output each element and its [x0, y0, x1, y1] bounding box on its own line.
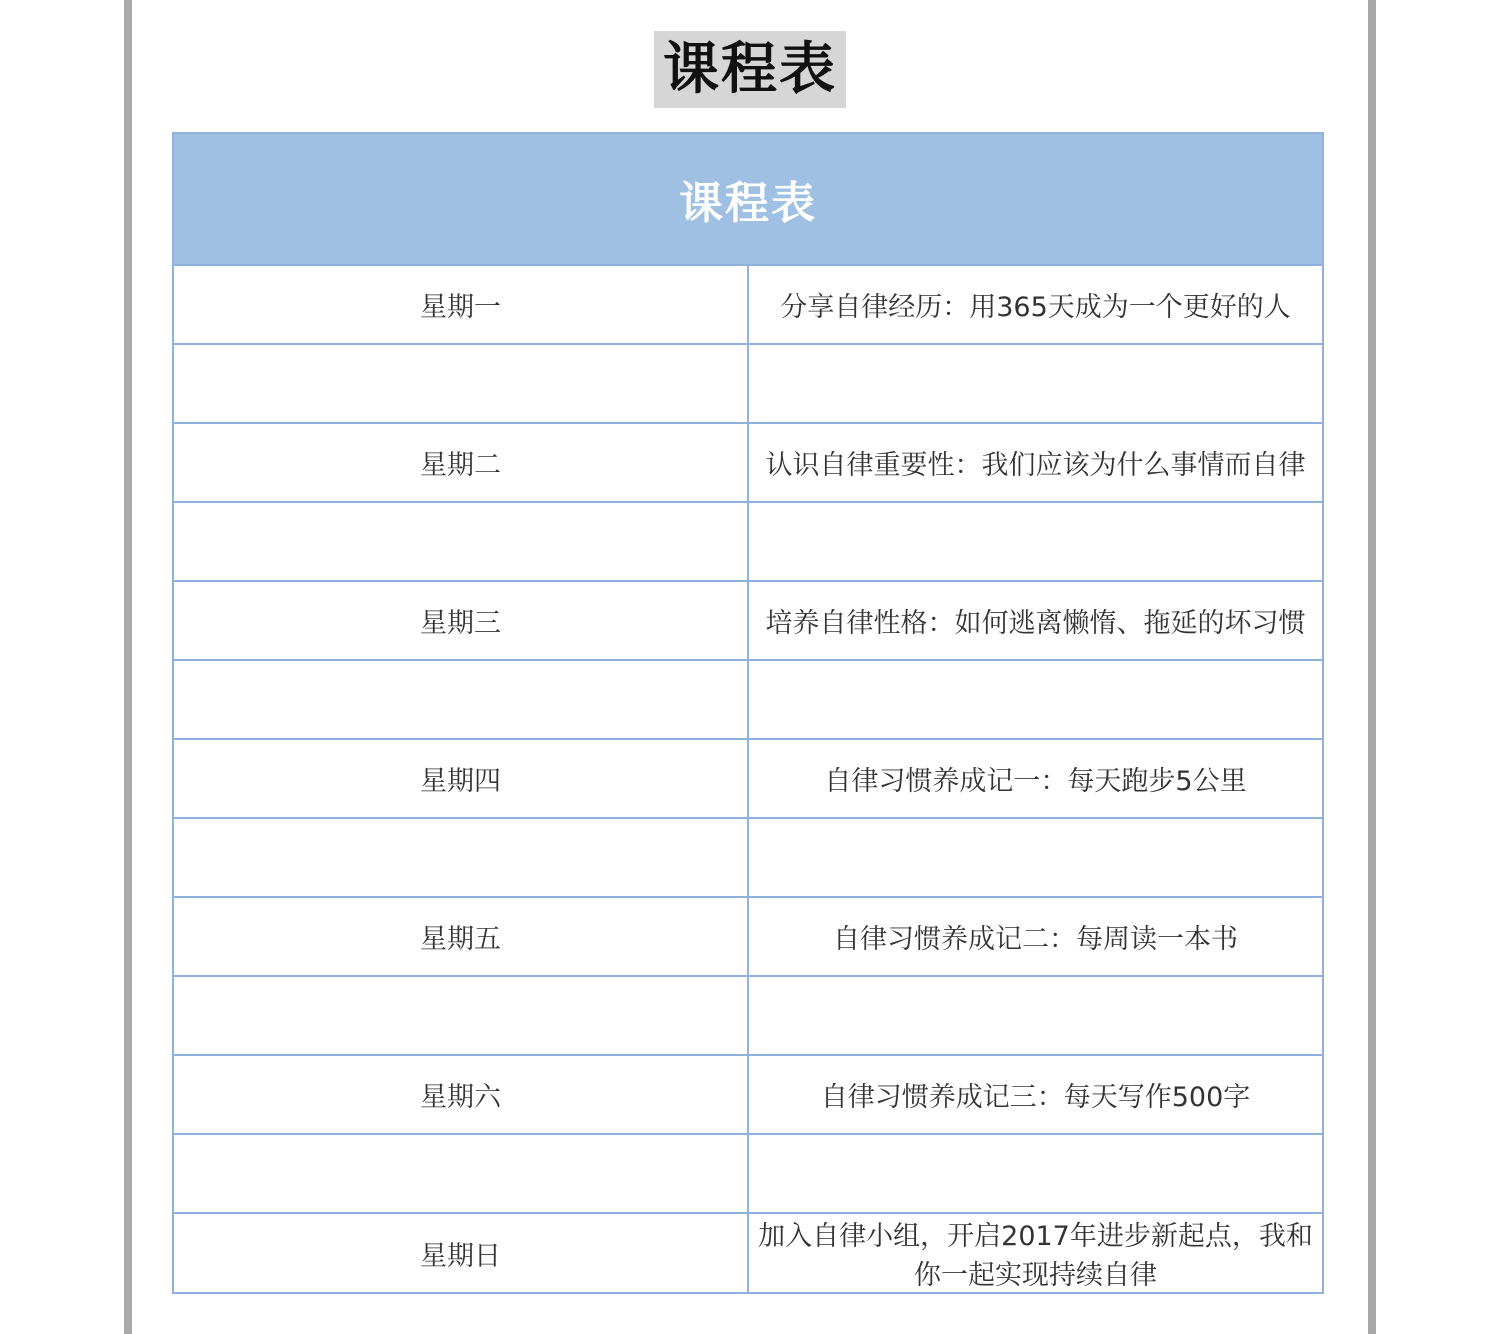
page-border-left	[124, 0, 132, 1334]
table-row	[173, 265, 1323, 344]
table-row	[173, 344, 1323, 423]
content-cell	[748, 818, 1323, 897]
table-row	[173, 818, 1323, 897]
day-cell: 星期日	[173, 1213, 748, 1293]
content-cell: 自律习惯养成记一：每天跑步5公里	[748, 739, 1323, 818]
content-cell: 自律习惯养成记三：每天写作500字	[748, 1055, 1323, 1134]
day-cell: 星期三	[173, 581, 748, 660]
table-row	[173, 502, 1323, 581]
day-cell	[173, 1134, 748, 1213]
day-cell	[173, 818, 748, 897]
day-cell	[173, 502, 748, 581]
page-title: 课程表	[654, 31, 846, 108]
table-row	[173, 1213, 1323, 1293]
table-row	[173, 1134, 1323, 1213]
table-row	[173, 660, 1323, 739]
content-cell: 分享自律经历：用365天成为一个更好的人	[748, 265, 1323, 344]
table-row	[173, 976, 1323, 1055]
content-cell	[748, 976, 1323, 1055]
content-cell: 认识自律重要性：我们应该为什么事情而自律	[748, 423, 1323, 502]
table-header-row	[173, 133, 1323, 265]
schedule-table	[172, 132, 1324, 1294]
table-row	[173, 739, 1323, 818]
day-cell: 星期二	[173, 423, 748, 502]
day-cell: 星期六	[173, 1055, 748, 1134]
day-cell	[173, 344, 748, 423]
table-header: 课程表	[173, 133, 1323, 265]
day-cell	[173, 660, 748, 739]
page-border-right	[1368, 0, 1376, 1334]
content-cell	[748, 1134, 1323, 1213]
table-row	[173, 897, 1323, 976]
day-cell: 星期四	[173, 739, 748, 818]
table-row	[173, 1055, 1323, 1134]
content-cell	[748, 660, 1323, 739]
table-row	[173, 581, 1323, 660]
content-cell	[748, 502, 1323, 581]
day-cell: 星期五	[173, 897, 748, 976]
content-cell: 自律习惯养成记二：每周读一本书	[748, 897, 1323, 976]
day-cell: 星期一	[173, 265, 748, 344]
content-cell: 培养自律性格：如何逃离懒惰、拖延的坏习惯	[748, 581, 1323, 660]
content-cell: 加入自律小组，开启2017年进步新起点，我和你一起实现持续自律	[748, 1213, 1323, 1293]
content-cell	[748, 344, 1323, 423]
table-row	[173, 423, 1323, 502]
day-cell	[173, 976, 748, 1055]
